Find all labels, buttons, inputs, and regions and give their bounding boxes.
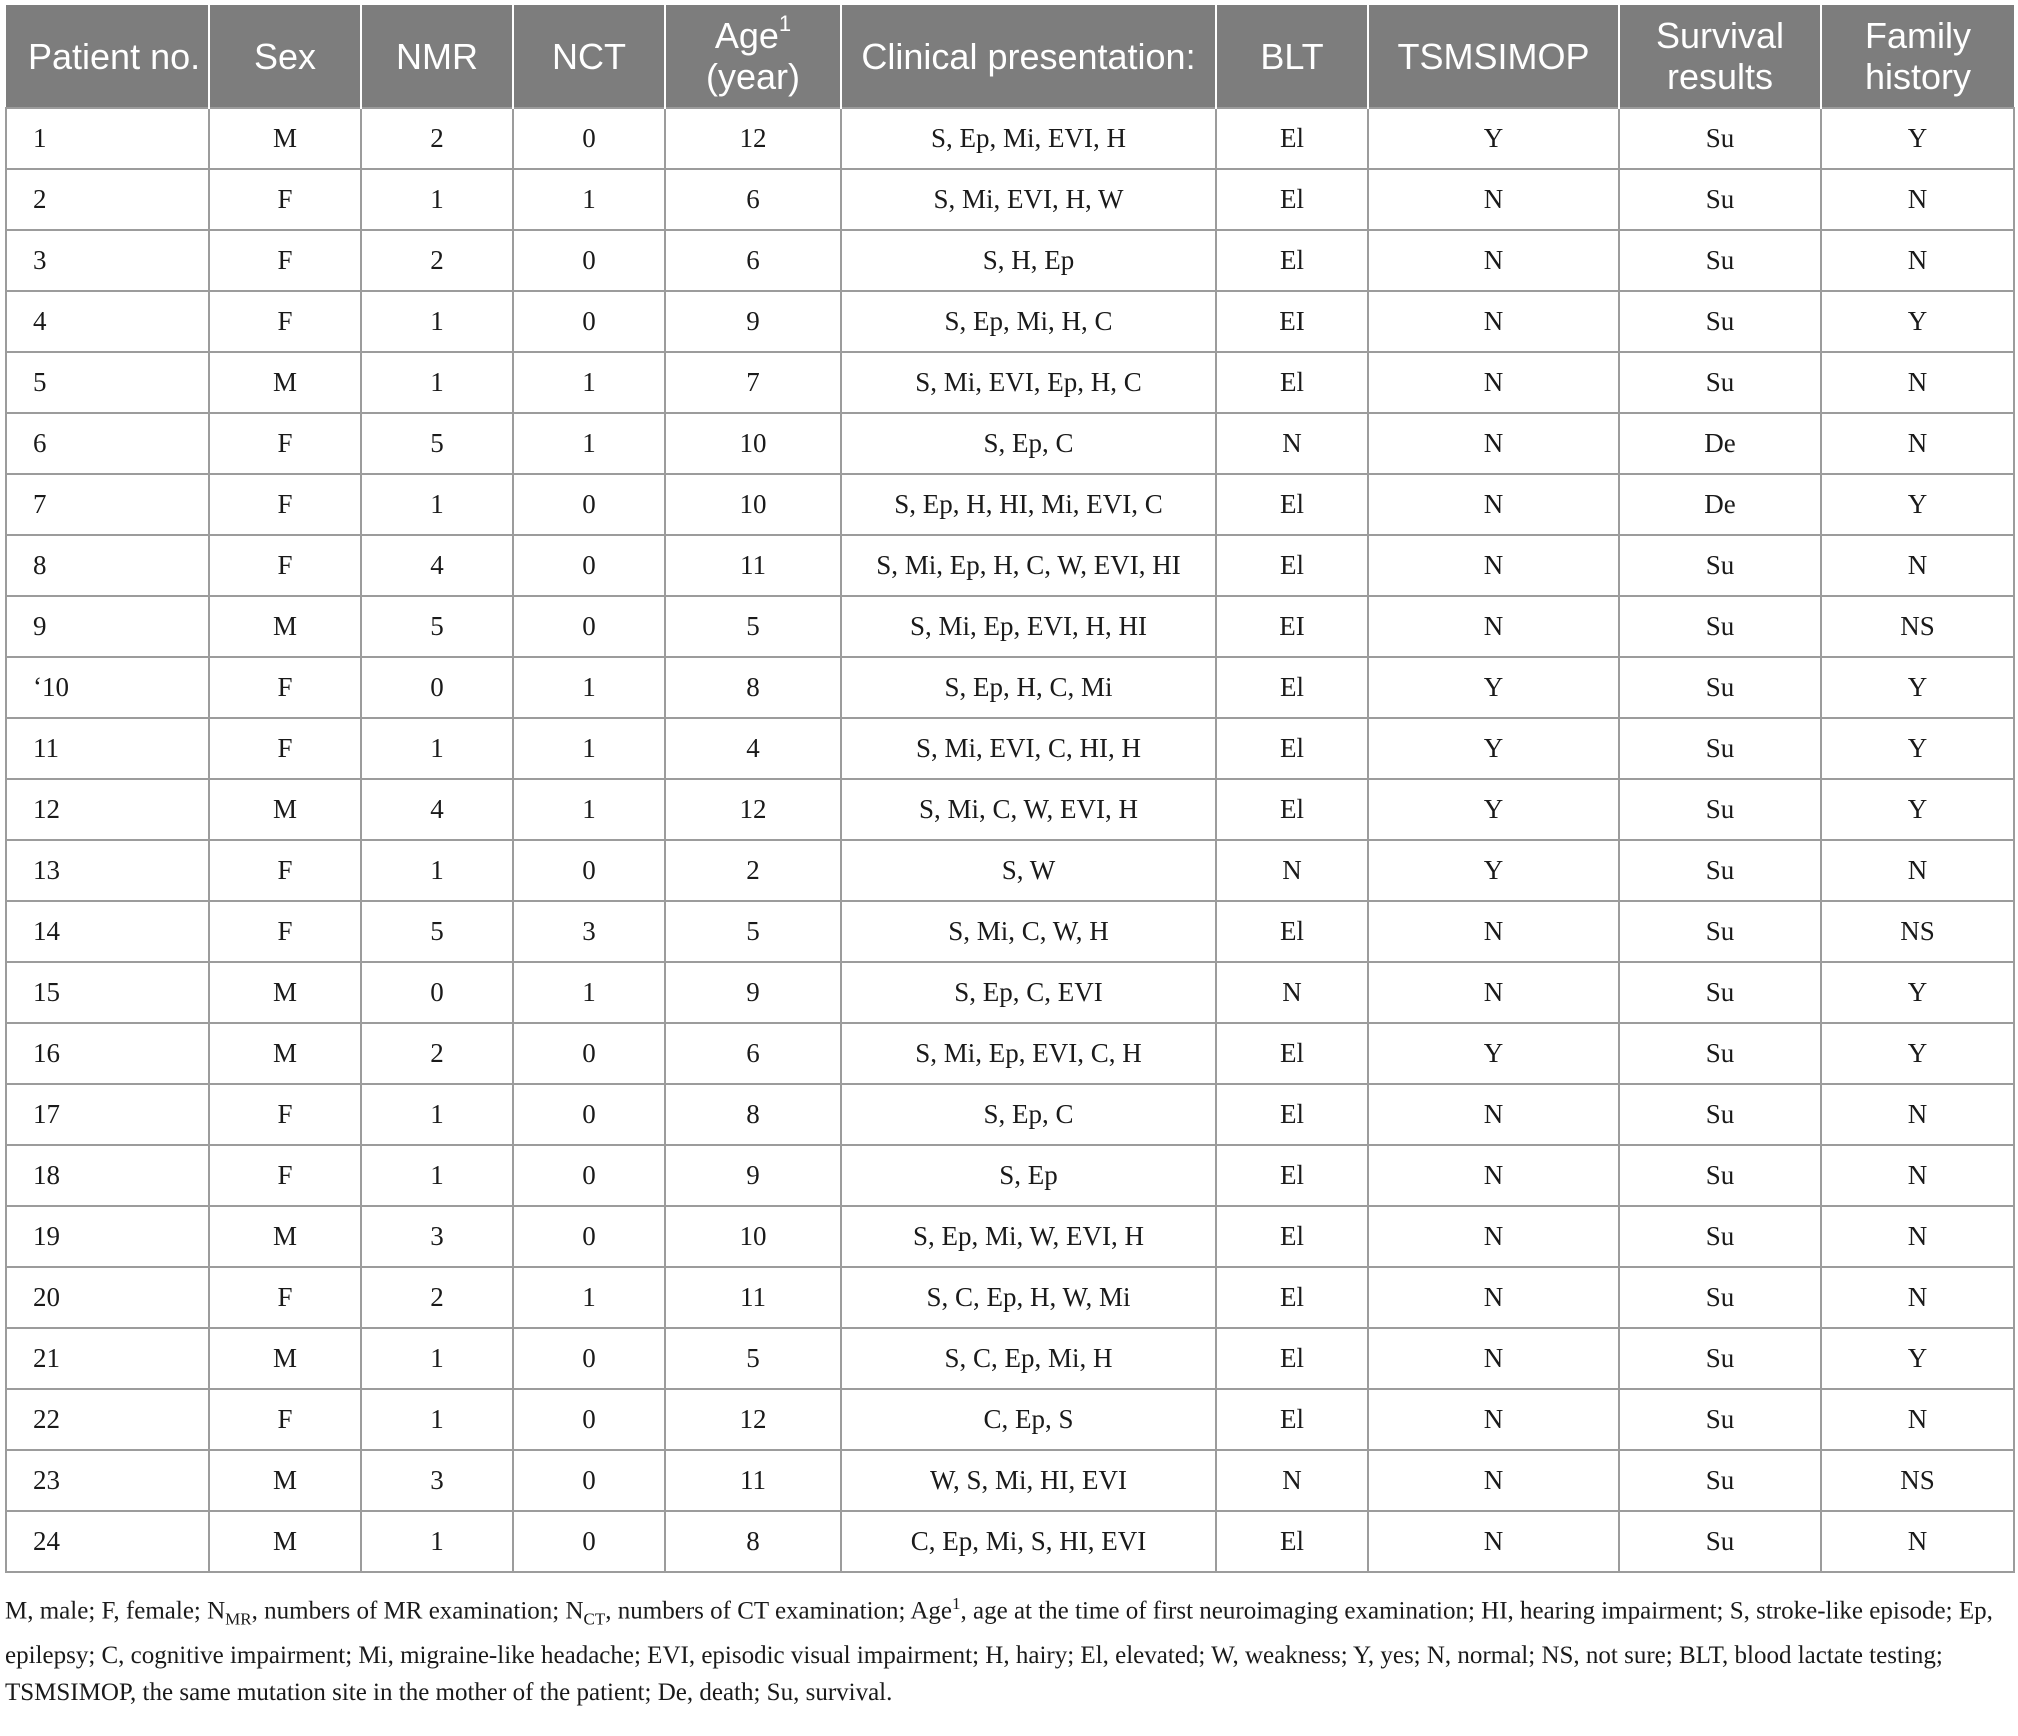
cell-family-history: Y bbox=[1821, 1023, 2014, 1084]
cell-sex: F bbox=[209, 169, 361, 230]
cell-patient-no: 19 bbox=[6, 1206, 209, 1267]
cell-sex: M bbox=[209, 1023, 361, 1084]
cell-patient-no: 1 bbox=[6, 108, 209, 169]
cell-blt: N bbox=[1216, 962, 1368, 1023]
cell-tsmsimop: N bbox=[1368, 962, 1619, 1023]
cell-age: 6 bbox=[665, 1023, 841, 1084]
header-row bbox=[6, 5, 2014, 108]
cell-patient-no: 3 bbox=[6, 230, 209, 291]
cell-nct: 0 bbox=[513, 1389, 665, 1450]
cell-blt: El bbox=[1216, 352, 1368, 413]
cell-clinical-presentation: S, Mi, Ep, H, C, W, EVI, HI bbox=[841, 535, 1216, 596]
cell-blt: El bbox=[1216, 1023, 1368, 1084]
cell-blt: El bbox=[1216, 718, 1368, 779]
cell-clinical-presentation: C, Ep, Mi, S, HI, EVI bbox=[841, 1511, 1216, 1572]
footnote-age-superscript: 1 bbox=[952, 1594, 961, 1613]
cell-survival-results: Su bbox=[1619, 230, 1821, 291]
table-row bbox=[6, 901, 2014, 962]
cell-tsmsimop: N bbox=[1368, 1267, 1619, 1328]
cell-blt: El bbox=[1216, 1389, 1368, 1450]
cell-age: 12 bbox=[665, 779, 841, 840]
cell-clinical-presentation: S, Ep, C bbox=[841, 1084, 1216, 1145]
cell-age: 8 bbox=[665, 1511, 841, 1572]
cell-blt: El bbox=[1216, 230, 1368, 291]
cell-blt: El bbox=[1216, 108, 1368, 169]
cell-nmr: 5 bbox=[361, 413, 513, 474]
cell-nmr: 4 bbox=[361, 779, 513, 840]
cell-family-history: Y bbox=[1821, 718, 2014, 779]
cell-nct: 0 bbox=[513, 1023, 665, 1084]
cell-nmr: 1 bbox=[361, 1145, 513, 1206]
cell-blt: El bbox=[1216, 1511, 1368, 1572]
table-row bbox=[6, 1023, 2014, 1084]
cell-nct: 0 bbox=[513, 291, 665, 352]
cell-survival-results: Su bbox=[1619, 1084, 1821, 1145]
cell-family-history: N bbox=[1821, 1389, 2014, 1450]
cell-sex: M bbox=[209, 596, 361, 657]
cell-tsmsimop: N bbox=[1368, 1328, 1619, 1389]
cell-age: 5 bbox=[665, 1328, 841, 1389]
cell-clinical-presentation: S, W bbox=[841, 840, 1216, 901]
header-sex: Sex bbox=[209, 5, 361, 108]
cell-clinical-presentation: S, H, Ep bbox=[841, 230, 1216, 291]
cell-sex: F bbox=[209, 1084, 361, 1145]
cell-nct: 0 bbox=[513, 230, 665, 291]
cell-nmr: 2 bbox=[361, 230, 513, 291]
cell-nct: 1 bbox=[513, 718, 665, 779]
cell-survival-results: Su bbox=[1619, 291, 1821, 352]
cell-family-history: NS bbox=[1821, 1450, 2014, 1511]
cell-tsmsimop: Y bbox=[1368, 108, 1619, 169]
cell-blt: El bbox=[1216, 1267, 1368, 1328]
cell-clinical-presentation: S, Ep, C, EVI bbox=[841, 962, 1216, 1023]
cell-patient-no: 21 bbox=[6, 1328, 209, 1389]
cell-patient-no: 2 bbox=[6, 169, 209, 230]
patient-table bbox=[5, 5, 2015, 1573]
header-blt: BLT bbox=[1216, 5, 1368, 108]
cell-blt: El bbox=[1216, 1328, 1368, 1389]
table-row bbox=[6, 1511, 2014, 1572]
cell-family-history: Y bbox=[1821, 779, 2014, 840]
table-row bbox=[6, 535, 2014, 596]
cell-tsmsimop: Y bbox=[1368, 657, 1619, 718]
cell-clinical-presentation: S, Ep, Mi, H, C bbox=[841, 291, 1216, 352]
cell-patient-no: 14 bbox=[6, 901, 209, 962]
cell-sex: F bbox=[209, 535, 361, 596]
cell-age: 6 bbox=[665, 230, 841, 291]
cell-survival-results: Su bbox=[1619, 352, 1821, 413]
cell-family-history: N bbox=[1821, 230, 2014, 291]
cell-clinical-presentation: W, S, Mi, HI, EVI bbox=[841, 1450, 1216, 1511]
cell-tsmsimop: N bbox=[1368, 901, 1619, 962]
header-patient-no: Patient no. bbox=[6, 5, 209, 108]
cell-age: 9 bbox=[665, 291, 841, 352]
cell-tsmsimop: N bbox=[1368, 474, 1619, 535]
cell-sex: F bbox=[209, 291, 361, 352]
cell-nct: 1 bbox=[513, 657, 665, 718]
cell-survival-results: De bbox=[1619, 413, 1821, 474]
cell-family-history: N bbox=[1821, 352, 2014, 413]
table-row bbox=[6, 657, 2014, 718]
cell-clinical-presentation: S, Mi, Ep, EVI, H, HI bbox=[841, 596, 1216, 657]
cell-patient-no: 13 bbox=[6, 840, 209, 901]
cell-sex: F bbox=[209, 230, 361, 291]
cell-blt: El bbox=[1216, 1145, 1368, 1206]
header-age-superscript: 1 bbox=[778, 11, 792, 36]
cell-age: 11 bbox=[665, 1450, 841, 1511]
table-row bbox=[6, 718, 2014, 779]
cell-family-history: Y bbox=[1821, 108, 2014, 169]
cell-survival-results: Su bbox=[1619, 1389, 1821, 1450]
cell-tsmsimop: N bbox=[1368, 1511, 1619, 1572]
table-container bbox=[5, 5, 2013, 1711]
cell-sex: F bbox=[209, 1267, 361, 1328]
cell-nmr: 3 bbox=[361, 1206, 513, 1267]
cell-patient-no: 20 bbox=[6, 1267, 209, 1328]
cell-patient-no: ‘10 bbox=[6, 657, 209, 718]
cell-nct: 1 bbox=[513, 169, 665, 230]
cell-family-history: N bbox=[1821, 840, 2014, 901]
cell-survival-results: Su bbox=[1619, 1206, 1821, 1267]
cell-survival-results: Su bbox=[1619, 779, 1821, 840]
table-row bbox=[6, 779, 2014, 840]
cell-clinical-presentation: S, Mi, Ep, EVI, C, H bbox=[841, 1023, 1216, 1084]
cell-family-history: N bbox=[1821, 1145, 2014, 1206]
cell-tsmsimop: N bbox=[1368, 1389, 1619, 1450]
table-row bbox=[6, 230, 2014, 291]
cell-blt: El bbox=[1216, 657, 1368, 718]
footnote-text-2: , numbers of MR examination; N bbox=[251, 1597, 584, 1625]
cell-tsmsimop: N bbox=[1368, 230, 1619, 291]
footnote-mr-subscript: MR bbox=[225, 1609, 252, 1629]
cell-family-history: Y bbox=[1821, 291, 2014, 352]
table-row bbox=[6, 1450, 2014, 1511]
table-row bbox=[6, 474, 2014, 535]
cell-nct: 1 bbox=[513, 962, 665, 1023]
cell-age: 2 bbox=[665, 840, 841, 901]
cell-clinical-presentation: S, Mi, C, W, EVI, H bbox=[841, 779, 1216, 840]
cell-patient-no: 5 bbox=[6, 352, 209, 413]
cell-nct: 0 bbox=[513, 840, 665, 901]
cell-family-history: Y bbox=[1821, 962, 2014, 1023]
footnote-text-3: , numbers of CT examination; Age bbox=[605, 1597, 952, 1625]
cell-clinical-presentation: S, Mi, EVI, Ep, H, C bbox=[841, 352, 1216, 413]
cell-nmr: 1 bbox=[361, 169, 513, 230]
cell-clinical-presentation: S, Mi, EVI, H, W bbox=[841, 169, 1216, 230]
cell-family-history: N bbox=[1821, 1084, 2014, 1145]
cell-nmr: 1 bbox=[361, 840, 513, 901]
cell-survival-results: Su bbox=[1619, 1023, 1821, 1084]
cell-nmr: 2 bbox=[361, 1267, 513, 1328]
cell-family-history: Y bbox=[1821, 1328, 2014, 1389]
cell-blt: El bbox=[1216, 779, 1368, 840]
cell-age: 11 bbox=[665, 535, 841, 596]
table-row bbox=[6, 962, 2014, 1023]
cell-survival-results: Su bbox=[1619, 962, 1821, 1023]
cell-survival-results: Su bbox=[1619, 1328, 1821, 1389]
cell-nmr: 1 bbox=[361, 1084, 513, 1145]
cell-age: 6 bbox=[665, 169, 841, 230]
cell-sex: M bbox=[209, 108, 361, 169]
cell-age: 11 bbox=[665, 1267, 841, 1328]
cell-age: 5 bbox=[665, 901, 841, 962]
cell-clinical-presentation: S, Ep, H, HI, Mi, EVI, C bbox=[841, 474, 1216, 535]
table-row bbox=[6, 1084, 2014, 1145]
cell-survival-results: Su bbox=[1619, 1450, 1821, 1511]
cell-blt: El bbox=[1216, 1084, 1368, 1145]
cell-age: 8 bbox=[665, 657, 841, 718]
cell-sex: M bbox=[209, 1511, 361, 1572]
header-nmr: NMR bbox=[361, 5, 513, 108]
table-row bbox=[6, 1206, 2014, 1267]
cell-family-history: N bbox=[1821, 1206, 2014, 1267]
cell-sex: F bbox=[209, 840, 361, 901]
cell-nmr: 2 bbox=[361, 108, 513, 169]
cell-patient-no: 18 bbox=[6, 1145, 209, 1206]
cell-nmr: 1 bbox=[361, 474, 513, 535]
cell-tsmsimop: N bbox=[1368, 535, 1619, 596]
cell-tsmsimop: N bbox=[1368, 1206, 1619, 1267]
header-survival-results: Survival results bbox=[1619, 5, 1821, 108]
cell-blt: El bbox=[1216, 1206, 1368, 1267]
cell-nct: 0 bbox=[513, 1450, 665, 1511]
cell-blt: El bbox=[1216, 535, 1368, 596]
table-row bbox=[6, 352, 2014, 413]
cell-age: 12 bbox=[665, 1389, 841, 1450]
cell-clinical-presentation: S, Ep, Mi, W, EVI, H bbox=[841, 1206, 1216, 1267]
cell-nct: 0 bbox=[513, 596, 665, 657]
cell-age: 4 bbox=[665, 718, 841, 779]
cell-family-history: N bbox=[1821, 1511, 2014, 1572]
table-body bbox=[6, 108, 2014, 1572]
cell-clinical-presentation: S, Mi, C, W, H bbox=[841, 901, 1216, 962]
cell-nct: 0 bbox=[513, 474, 665, 535]
cell-nmr: 1 bbox=[361, 291, 513, 352]
cell-tsmsimop: N bbox=[1368, 1145, 1619, 1206]
table-row bbox=[6, 596, 2014, 657]
table-row bbox=[6, 169, 2014, 230]
cell-patient-no: 23 bbox=[6, 1450, 209, 1511]
cell-age: 7 bbox=[665, 352, 841, 413]
cell-sex: M bbox=[209, 779, 361, 840]
cell-tsmsimop: N bbox=[1368, 169, 1619, 230]
cell-tsmsimop: N bbox=[1368, 413, 1619, 474]
table-row bbox=[6, 413, 2014, 474]
cell-patient-no: 15 bbox=[6, 962, 209, 1023]
cell-age: 5 bbox=[665, 596, 841, 657]
cell-nmr: 0 bbox=[361, 657, 513, 718]
cell-nmr: 5 bbox=[361, 901, 513, 962]
cell-patient-no: 7 bbox=[6, 474, 209, 535]
cell-age: 9 bbox=[665, 1145, 841, 1206]
cell-sex: M bbox=[209, 1328, 361, 1389]
cell-family-history: Y bbox=[1821, 657, 2014, 718]
cell-age: 8 bbox=[665, 1084, 841, 1145]
cell-clinical-presentation: S, C, Ep, Mi, H bbox=[841, 1328, 1216, 1389]
cell-nmr: 2 bbox=[361, 1023, 513, 1084]
cell-blt: EI bbox=[1216, 596, 1368, 657]
cell-sex: M bbox=[209, 1206, 361, 1267]
header-clinical-presentation: Clinical presentation: bbox=[841, 5, 1216, 108]
header-family-history: Family history bbox=[1821, 5, 2014, 108]
cell-nmr: 4 bbox=[361, 535, 513, 596]
cell-clinical-presentation: S, Ep, C bbox=[841, 413, 1216, 474]
cell-family-history: NS bbox=[1821, 901, 2014, 962]
cell-age: 10 bbox=[665, 413, 841, 474]
header-tsmsimop: TSMSIMOP bbox=[1368, 5, 1619, 108]
cell-family-history: NS bbox=[1821, 596, 2014, 657]
cell-patient-no: 17 bbox=[6, 1084, 209, 1145]
cell-sex: F bbox=[209, 1389, 361, 1450]
cell-tsmsimop: Y bbox=[1368, 718, 1619, 779]
header-nct: NCT bbox=[513, 5, 665, 108]
table-row bbox=[6, 1328, 2014, 1389]
table-row bbox=[6, 1267, 2014, 1328]
cell-sex: M bbox=[209, 352, 361, 413]
cell-tsmsimop: Y bbox=[1368, 779, 1619, 840]
footnote-ct-subscript: CT bbox=[583, 1609, 606, 1629]
cell-tsmsimop: Y bbox=[1368, 840, 1619, 901]
cell-tsmsimop: N bbox=[1368, 291, 1619, 352]
cell-survival-results: Su bbox=[1619, 169, 1821, 230]
cell-patient-no: 22 bbox=[6, 1389, 209, 1450]
cell-nct: 0 bbox=[513, 1328, 665, 1389]
cell-sex: F bbox=[209, 413, 361, 474]
cell-family-history: N bbox=[1821, 169, 2014, 230]
cell-tsmsimop: N bbox=[1368, 352, 1619, 413]
cell-nmr: 1 bbox=[361, 1328, 513, 1389]
cell-nct: 1 bbox=[513, 413, 665, 474]
cell-survival-results: Su bbox=[1619, 1267, 1821, 1328]
cell-survival-results: Su bbox=[1619, 901, 1821, 962]
cell-nmr: 1 bbox=[361, 352, 513, 413]
cell-survival-results: De bbox=[1619, 474, 1821, 535]
cell-nct: 3 bbox=[513, 901, 665, 962]
cell-tsmsimop: N bbox=[1368, 1450, 1619, 1511]
cell-tsmsimop: Y bbox=[1368, 1023, 1619, 1084]
cell-nmr: 5 bbox=[361, 596, 513, 657]
cell-family-history: Y bbox=[1821, 474, 2014, 535]
header-age bbox=[665, 5, 841, 108]
header-age-unit: (year) bbox=[705, 56, 800, 97]
cell-patient-no: 12 bbox=[6, 779, 209, 840]
cell-sex: F bbox=[209, 901, 361, 962]
table-footnote bbox=[5, 1585, 2013, 1711]
cell-sex: F bbox=[209, 474, 361, 535]
cell-patient-no: 6 bbox=[6, 413, 209, 474]
cell-clinical-presentation: S, Mi, EVI, C, HI, H bbox=[841, 718, 1216, 779]
cell-survival-results: Su bbox=[1619, 1511, 1821, 1572]
table-row bbox=[6, 108, 2014, 169]
cell-clinical-presentation: S, Ep, Mi, EVI, H bbox=[841, 108, 1216, 169]
cell-nmr: 1 bbox=[361, 1389, 513, 1450]
cell-survival-results: Su bbox=[1619, 1145, 1821, 1206]
cell-sex: M bbox=[209, 1450, 361, 1511]
table-row bbox=[6, 1145, 2014, 1206]
cell-blt: EI bbox=[1216, 291, 1368, 352]
cell-survival-results: Su bbox=[1619, 718, 1821, 779]
cell-nct: 0 bbox=[513, 108, 665, 169]
cell-blt: N bbox=[1216, 840, 1368, 901]
cell-nct: 0 bbox=[513, 1206, 665, 1267]
cell-nmr: 1 bbox=[361, 1511, 513, 1572]
cell-blt: El bbox=[1216, 901, 1368, 962]
cell-family-history: N bbox=[1821, 535, 2014, 596]
footnote-text-1: M, male; F, female; N bbox=[5, 1597, 226, 1625]
cell-nct: 1 bbox=[513, 352, 665, 413]
cell-survival-results: Su bbox=[1619, 596, 1821, 657]
cell-blt: El bbox=[1216, 169, 1368, 230]
cell-survival-results: Su bbox=[1619, 108, 1821, 169]
cell-clinical-presentation: S, C, Ep, H, W, Mi bbox=[841, 1267, 1216, 1328]
cell-clinical-presentation: S, Ep bbox=[841, 1145, 1216, 1206]
cell-family-history: N bbox=[1821, 1267, 2014, 1328]
cell-patient-no: 11 bbox=[6, 718, 209, 779]
cell-survival-results: Su bbox=[1619, 657, 1821, 718]
cell-sex: F bbox=[209, 1145, 361, 1206]
cell-age: 10 bbox=[665, 1206, 841, 1267]
cell-nct: 0 bbox=[513, 1145, 665, 1206]
cell-patient-no: 4 bbox=[6, 291, 209, 352]
cell-nmr: 0 bbox=[361, 962, 513, 1023]
cell-age: 12 bbox=[665, 108, 841, 169]
cell-patient-no: 24 bbox=[6, 1511, 209, 1572]
cell-age: 9 bbox=[665, 962, 841, 1023]
cell-nmr: 1 bbox=[361, 718, 513, 779]
cell-survival-results: Su bbox=[1619, 840, 1821, 901]
cell-clinical-presentation: S, Ep, H, C, Mi bbox=[841, 657, 1216, 718]
cell-blt: N bbox=[1216, 1450, 1368, 1511]
header-age-label: Age bbox=[714, 15, 779, 56]
cell-age: 10 bbox=[665, 474, 841, 535]
cell-nct: 0 bbox=[513, 1511, 665, 1572]
table-row bbox=[6, 291, 2014, 352]
cell-survival-results: Su bbox=[1619, 535, 1821, 596]
cell-sex: F bbox=[209, 657, 361, 718]
table-row bbox=[6, 1389, 2014, 1450]
cell-nmr: 3 bbox=[361, 1450, 513, 1511]
cell-blt: El bbox=[1216, 474, 1368, 535]
cell-clinical-presentation: C, Ep, S bbox=[841, 1389, 1216, 1450]
cell-nct: 1 bbox=[513, 779, 665, 840]
cell-nct: 1 bbox=[513, 1267, 665, 1328]
cell-nct: 0 bbox=[513, 1084, 665, 1145]
cell-patient-no: 8 bbox=[6, 535, 209, 596]
cell-blt: N bbox=[1216, 413, 1368, 474]
cell-tsmsimop: N bbox=[1368, 1084, 1619, 1145]
cell-tsmsimop: N bbox=[1368, 596, 1619, 657]
cell-sex: M bbox=[209, 962, 361, 1023]
cell-family-history: N bbox=[1821, 413, 2014, 474]
table-row bbox=[6, 840, 2014, 901]
cell-patient-no: 9 bbox=[6, 596, 209, 657]
cell-nct: 0 bbox=[513, 535, 665, 596]
footnote-text-4: , age at the time of first neuroimaging examination; HI, hearing impairment; S, stroke-like episode; Ep, epilepsy; C, cognitive impairment; Mi, migraine-like headache; EVI, episodic visual impairment; H, hairy; El, elevated; W, weakness; Y, yes; N, normal; NS, not sure; BLT, blood lactate testing; TSMSIMOP, the same mutation site in the mother of the patient; De, death; Su, survival. bbox=[5, 1597, 1993, 1707]
cell-sex: F bbox=[209, 718, 361, 779]
cell-patient-no: 16 bbox=[6, 1023, 209, 1084]
